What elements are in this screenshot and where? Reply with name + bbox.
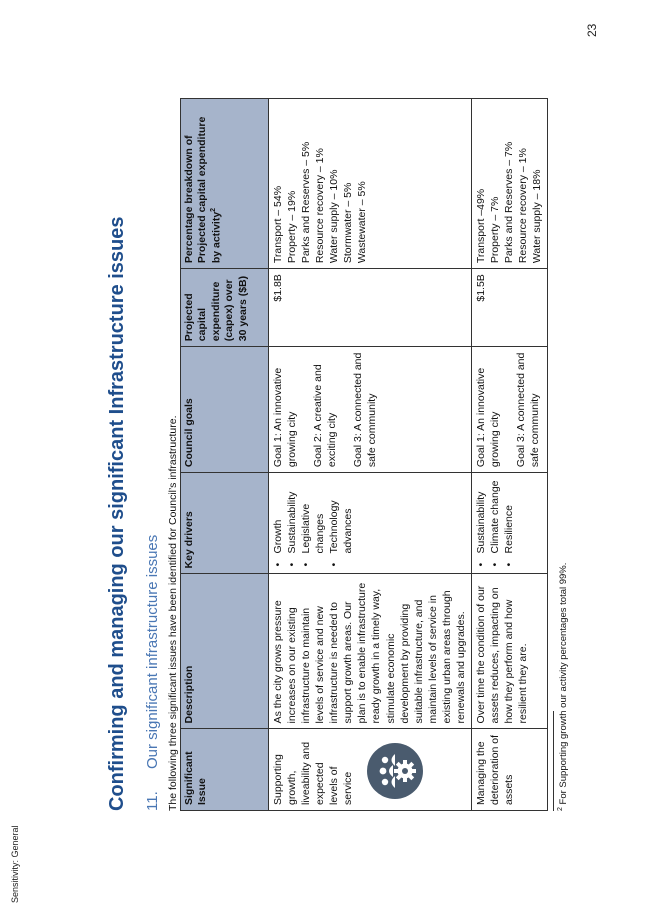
description-cell: As the city grows pressure increases on our existing infrastructure to maintain levels of service and new infrastructure is needed to support growth areas. Our plan is to enable infrastructure ready growth in a timely way, stimulate economic development by providing suitable infrastructure, and maintain levels of service in existing urban areas through renewals and upgrades. xyxy=(269,574,472,729)
section-title: Our significant infrastructure issues xyxy=(144,534,161,769)
infrastructure-issues-table xyxy=(180,98,548,811)
table-row xyxy=(269,99,472,811)
page-title: Confirming and managing our significant Infrastructure issues xyxy=(106,216,128,811)
header-percentage-breakdown: Percentage breakdown of Projected capital expenditure by activity$^2$ xyxy=(181,99,269,269)
footnote xyxy=(557,563,569,811)
page-number: 23 xyxy=(585,23,599,37)
section-number: 11. xyxy=(144,791,161,811)
drivers-cell xyxy=(471,473,547,574)
breakdown-item: Wastewater – 5% xyxy=(356,181,369,264)
issue-name: Supporting growth, liveability and expected levels of service xyxy=(272,741,355,805)
breakdown-item: Property – 19% xyxy=(286,190,299,264)
header-projected-capex: Projected capital expenditure (capex) over 30 years ($B) xyxy=(181,269,269,347)
breakdown-cell xyxy=(471,99,547,269)
description-cell: Over time the condition of our assets reduces, impacting on how they perform and how resilient they are. xyxy=(471,574,547,729)
driver-item: • Technology advances xyxy=(327,478,355,553)
driver-item: • Legislative changes xyxy=(299,478,327,553)
driver-item: • Growth xyxy=(271,478,285,553)
driver-item: • Resilience xyxy=(502,478,516,553)
header-key-drivers: Key drivers xyxy=(181,473,269,574)
sensitivity-label: Sensitivity: General xyxy=(10,825,20,903)
goal-item: Goal 1: An innovative growing city xyxy=(474,367,501,468)
header-council-goals: Council goals xyxy=(181,347,269,473)
header-description: Description xyxy=(181,574,269,729)
table-header-row xyxy=(181,99,269,811)
goals-cell xyxy=(269,347,472,473)
goal-item: Goal 3: A connected and safe community xyxy=(515,352,542,468)
breakdown-item: Stormwater – 5% xyxy=(342,182,355,264)
goal-item: Goal 2: A creative and exciting city xyxy=(312,364,339,468)
header-significant-issue: Significant Issue xyxy=(181,729,269,811)
breakdown-item: Resource recovery – 1% xyxy=(314,148,327,264)
footnote-reference: 2 xyxy=(209,207,217,212)
table-row xyxy=(471,99,547,811)
footnote-text: For Supporting growth our activity percentages total 99%. xyxy=(558,562,570,805)
goal-item: Goal 3: A connected and safe community xyxy=(352,352,379,468)
breakdown-item: Parks and Reserves – 7% xyxy=(503,141,515,264)
breakdown-item: Resource recovery – 1% xyxy=(517,148,530,264)
breakdown-item: Water supply – 10% xyxy=(328,169,341,264)
issue-cell xyxy=(269,729,472,811)
capex-cell: $1.5B xyxy=(471,269,547,347)
footnote-divider xyxy=(553,711,554,811)
capex-cell: $1.8B xyxy=(269,269,472,347)
people-gear-icon xyxy=(365,741,425,801)
breakdown-item: Property – 7% xyxy=(488,196,501,264)
footnote-marker: 2 xyxy=(557,807,564,811)
breakdown-item: Transport –49% xyxy=(474,188,487,264)
drivers-cell xyxy=(269,473,472,574)
breakdown-cell xyxy=(269,99,472,269)
intro-text: The following three significant issues have been identified for Council’s infrastructure. xyxy=(167,415,179,811)
driver-item: • Climate change xyxy=(488,478,502,553)
goal-item: Goal 1: An innovative growing city xyxy=(272,367,299,468)
driver-item: • Sustainability xyxy=(285,478,299,553)
section-heading xyxy=(144,535,161,811)
breakdown-item: Parks and Reserves – 5% xyxy=(300,141,313,264)
goals-cell xyxy=(471,347,547,473)
issue-cell: Managing the deterioration of assets xyxy=(471,729,547,811)
driver-item: • Sustainability xyxy=(474,478,488,553)
breakdown-item: Transport – 54% xyxy=(272,185,284,264)
breakdown-item: Water supply – 18% xyxy=(531,169,544,264)
